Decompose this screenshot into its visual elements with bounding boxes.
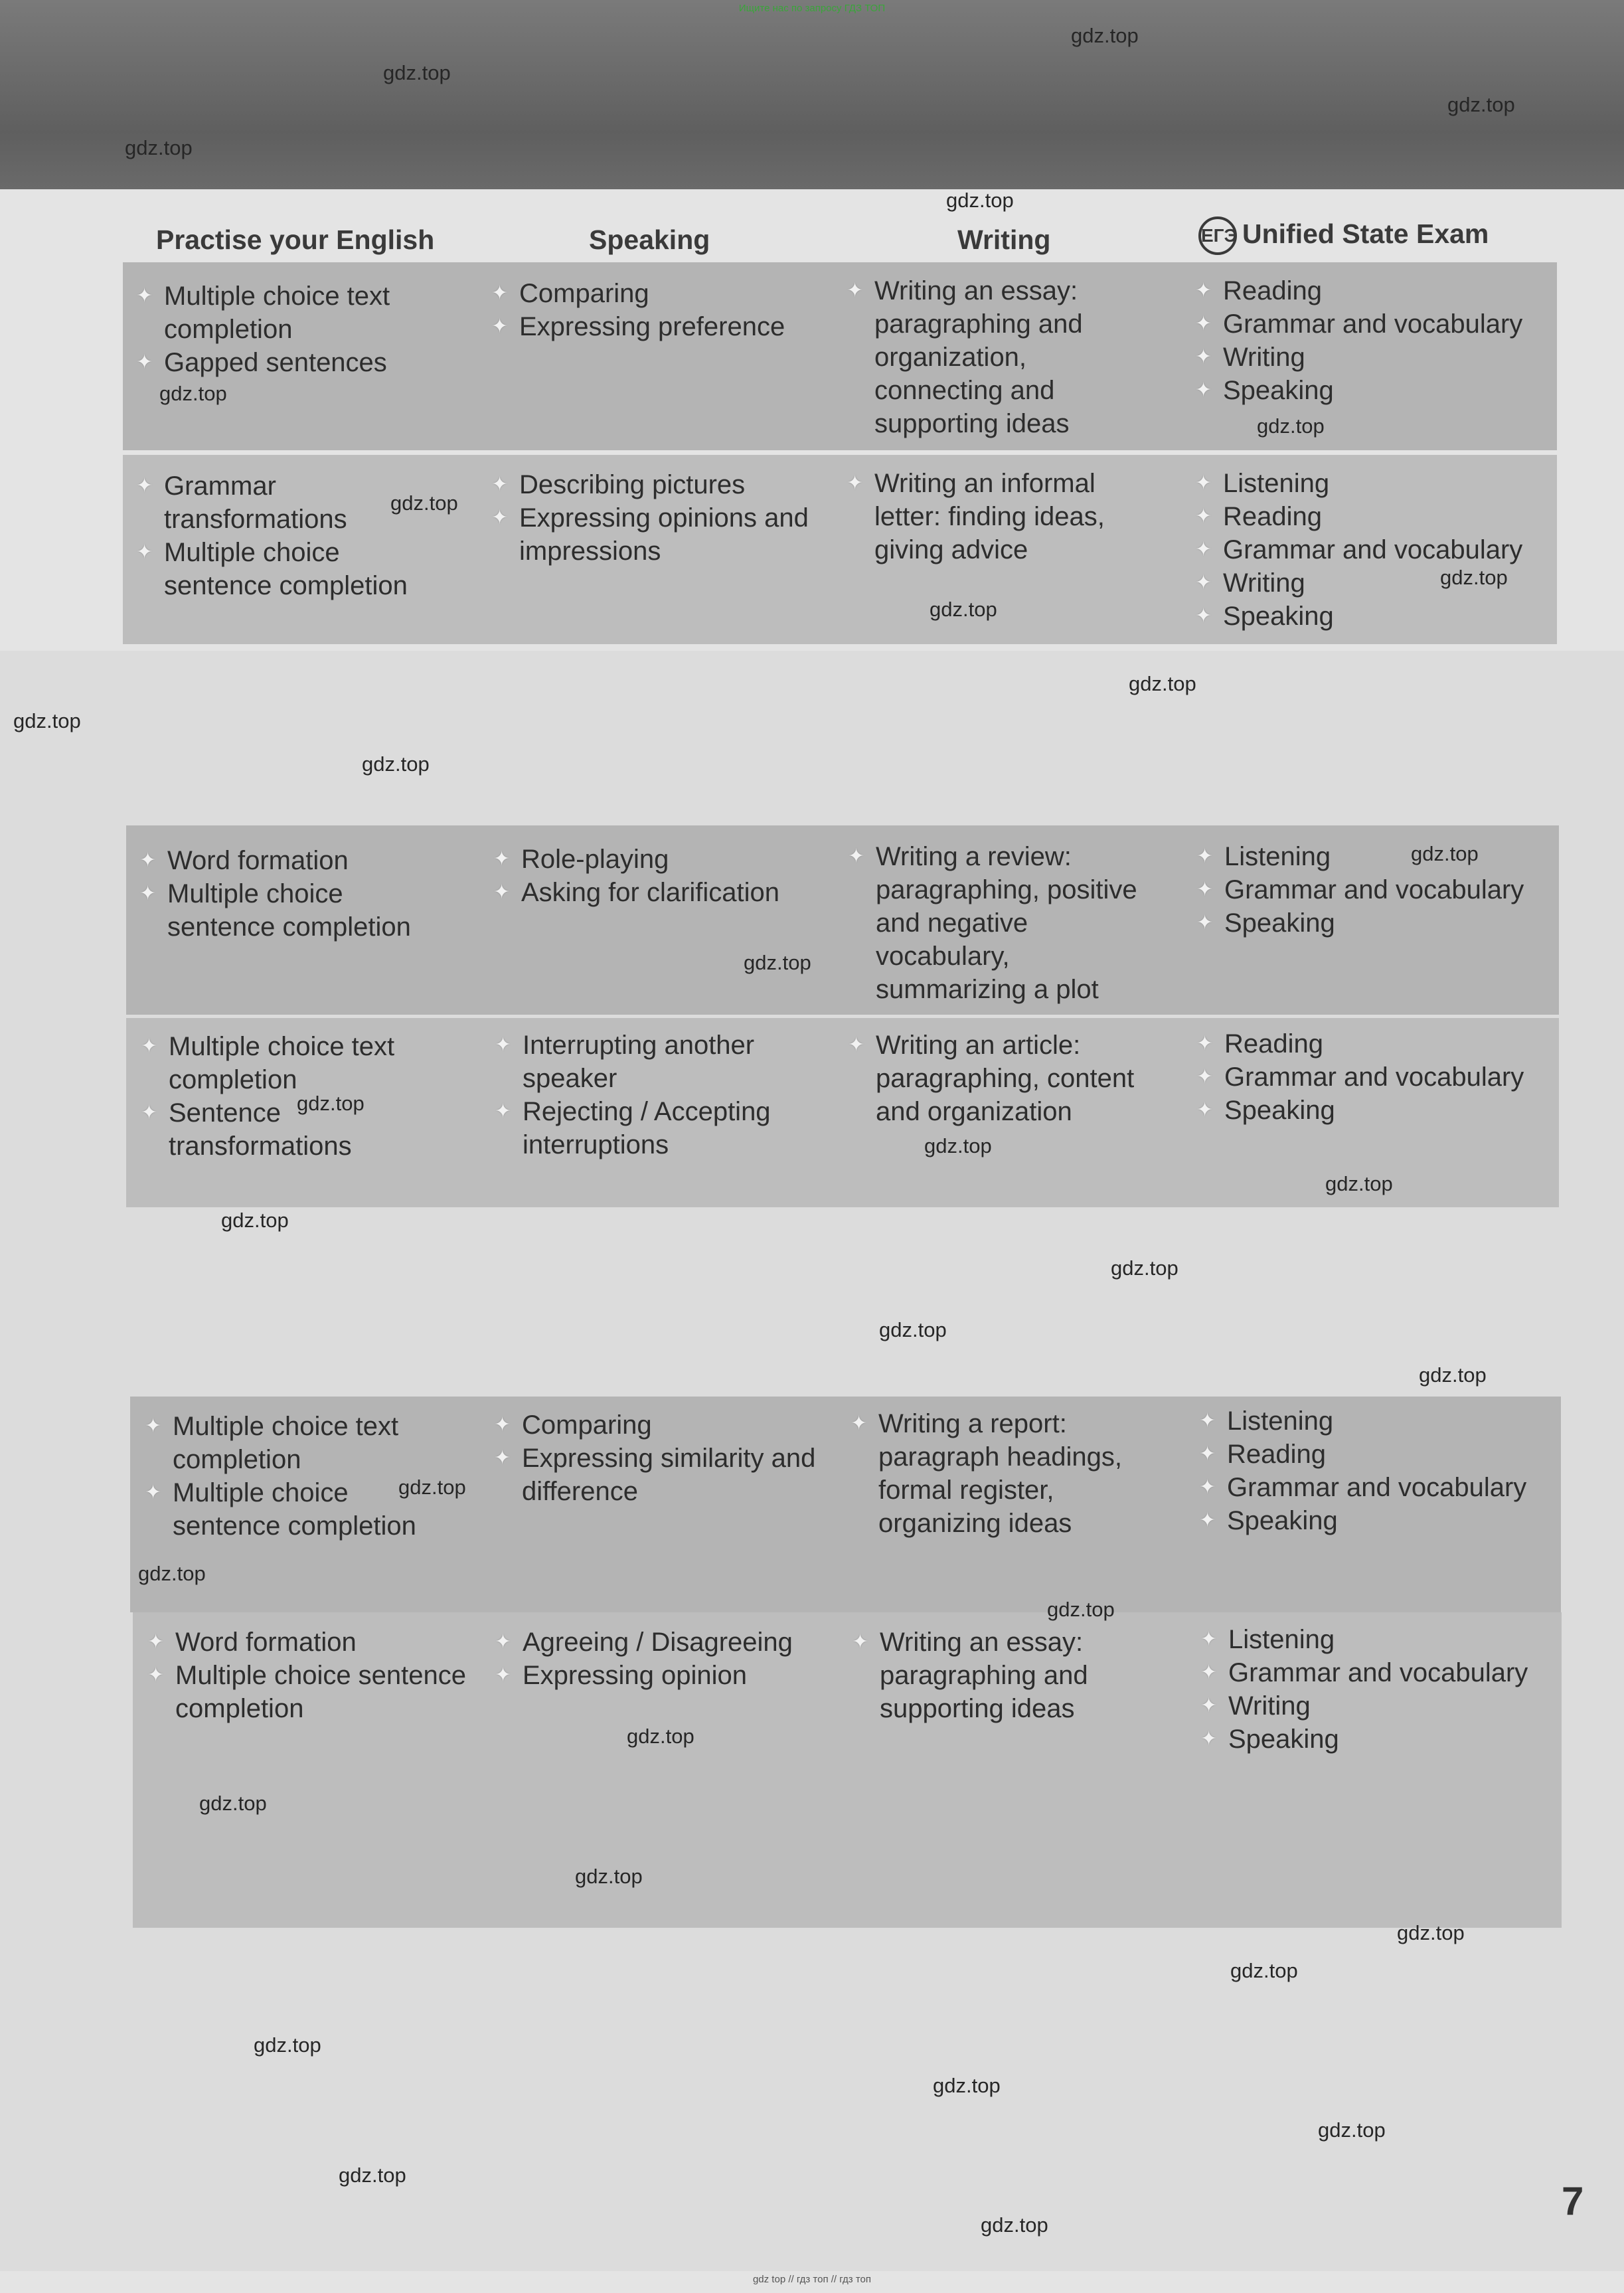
watermark: gdz.top <box>879 1318 947 1341</box>
list-item: ✦ Writing a report: paragraph headings, formal register, organizing ideas <box>851 1407 1163 1540</box>
writing-cell <box>848 1029 1160 1128</box>
watermark: gdz.top <box>138 1562 206 1585</box>
top-note: Ищите нас по запросу ГДЗ ТОП <box>738 3 886 14</box>
list-item: ✦ Reading <box>1196 1027 1555 1061</box>
unit-row-1 <box>123 262 1557 450</box>
watermark: gdz.top <box>575 1865 643 1888</box>
exam-cell <box>1196 840 1555 940</box>
exam-cell <box>1195 274 1554 407</box>
list-item: ✦ Multiple choice sentence completion <box>136 536 448 602</box>
list-item: ✦ Multiple choice text completion <box>145 1410 457 1476</box>
watermark: gdz.top <box>1318 2118 1386 2142</box>
list-item: ✦ Word formation <box>147 1626 493 1659</box>
watermark: gdz.top <box>1047 1598 1115 1621</box>
list-item: ✦ Interrupting another speaker <box>495 1029 807 1095</box>
list-item: ✦ Rejecting / Accepting interruptions <box>495 1095 807 1161</box>
list-item: ✦ Reading <box>1195 500 1554 533</box>
list-item: ✦ Agreeing / Disagreeing <box>495 1626 827 1659</box>
list-item: ✦ Role-playing <box>493 843 825 876</box>
list-item: ✦ Grammar and vocabulary <box>1199 1471 1561 1504</box>
list-item: ✦ Gapped sentences <box>136 346 468 379</box>
speaking-cell <box>491 277 823 343</box>
unit-row-6 <box>133 1612 1562 1928</box>
list-item: ✦ Listening <box>1196 840 1555 873</box>
watermark: gdz.top <box>930 598 997 621</box>
watermark: gdz.top <box>981 2213 1048 2237</box>
list-item: ✦ Listening <box>1195 467 1554 500</box>
header-writing: Writing <box>957 224 1051 255</box>
header-exam <box>1198 216 1489 255</box>
list-item: ✦ Speaking <box>1199 1504 1561 1537</box>
header-exam-label: Unified State Exam <box>1242 218 1489 249</box>
watermark: gdz.top <box>946 189 1014 212</box>
list-item: ✦ Multiple choice text completion <box>141 1030 453 1096</box>
watermark: gdz.top <box>1071 24 1139 47</box>
list-item: ✦ Word formation <box>139 844 451 877</box>
list-item: ✦ Asking for clarification <box>493 876 825 909</box>
watermark: gdz.top <box>1257 414 1325 438</box>
unit-row-5 <box>130 1397 1561 1612</box>
watermark: gdz.top <box>159 382 227 405</box>
list-item: ✦ Grammar and vocabulary <box>1196 873 1555 906</box>
watermark: gdz.top <box>339 2164 406 2187</box>
list-item: ✦ Expressing opinion <box>495 1659 827 1692</box>
list-item: ✦ Sentence transformations <box>141 1096 453 1163</box>
list-item: ✦ Grammar and vocabulary <box>1195 307 1554 341</box>
list-item: ✦ Writing an essay: paragraphing and organization, connecting and supporting ideas <box>847 274 1159 440</box>
header-speaking: Speaking <box>589 224 710 255</box>
page-header-band <box>0 0 1624 189</box>
unit-row-2 <box>123 455 1557 644</box>
watermark: gdz.top <box>1447 93 1515 116</box>
watermark: gdz.top <box>254 2033 321 2057</box>
speaking-cell <box>495 1029 807 1161</box>
list-item: ✦ Grammar and vocabulary <box>1200 1656 1562 1689</box>
list-item: ✦ Grammar and vocabulary <box>1196 1061 1555 1094</box>
practise-cell <box>139 844 451 944</box>
watermark: gdz.top <box>1111 1256 1178 1280</box>
writing-cell <box>851 1407 1163 1540</box>
watermark: gdz.top <box>627 1725 694 1748</box>
list-item: ✦ Expressing opinions and impressions <box>491 501 810 568</box>
watermark: gdz.top <box>13 709 81 732</box>
list-item: ✦ Speaking <box>1196 906 1555 940</box>
speaking-cell <box>495 1626 827 1692</box>
watermark: gdz.top <box>221 1209 289 1232</box>
column-headers <box>123 212 1557 266</box>
watermark: gdz.top <box>744 951 811 974</box>
page-number: 7 <box>1562 2179 1584 2223</box>
watermark: gdz.top <box>362 752 430 776</box>
list-item: ✦ Writing <box>1200 1689 1562 1723</box>
practise-cell <box>147 1626 493 1725</box>
list-item: ✦ Multiple choice sentence completion <box>145 1476 457 1543</box>
watermark: gdz.top <box>924 1134 992 1157</box>
practise-cell <box>136 280 468 379</box>
watermark: gdz.top <box>199 1792 267 1815</box>
list-item: ✦ Speaking <box>1195 600 1554 633</box>
list-item: ✦ Writing an informal letter: finding ideas, giving advice <box>847 467 1159 566</box>
list-item: ✦ Writing <box>1195 341 1554 374</box>
practise-cell <box>136 469 448 602</box>
exam-cell <box>1195 467 1554 633</box>
list-item: ✦ Writing a review: paragraphing, positive and negative vocabulary, summarizing a plot <box>848 840 1160 1006</box>
watermark: gdz.top <box>1419 1363 1487 1387</box>
list-item: ✦ Multiple choice text completion <box>136 280 468 346</box>
list-item: ✦ Reading <box>1199 1438 1561 1471</box>
header-practise: Practise your English <box>156 224 435 255</box>
watermark: gdz.top <box>383 61 451 84</box>
exam-cell <box>1199 1404 1561 1537</box>
speaking-cell <box>491 468 810 568</box>
watermark: gdz.top <box>1325 1172 1393 1195</box>
watermark: gdz.top <box>1230 1959 1298 1982</box>
watermark: gdz.top <box>390 491 458 515</box>
list-item: ✦ Listening <box>1199 1404 1561 1438</box>
list-item: ✦ Writing an article: paragraphing, content and organization <box>848 1029 1160 1128</box>
watermark: gdz.top <box>933 2074 1001 2097</box>
writing-cell <box>852 1626 1151 1725</box>
watermark: gdz.top <box>1411 842 1479 865</box>
list-item: ✦ Reading <box>1195 274 1554 307</box>
list-item: ✦ Describing pictures <box>491 468 810 501</box>
list-item: ✦ Speaking <box>1200 1723 1562 1756</box>
watermark: gdz.top <box>398 1476 466 1499</box>
list-item: ✦ Multiple choice sentence completion <box>139 877 451 944</box>
list-item: ✦ Expressing similarity and difference <box>494 1442 819 1508</box>
bottom-note: gdz top // гдз топ // гдз топ <box>752 2274 872 2285</box>
watermark: gdz.top <box>297 1092 365 1115</box>
list-item: ✦ Comparing <box>494 1408 819 1442</box>
list-item: ✦ Comparing <box>491 277 823 310</box>
watermark: gdz.top <box>1397 1921 1465 1944</box>
watermark: gdz.top <box>1440 566 1508 589</box>
list-item: ✦ Writing <box>1195 566 1554 600</box>
list-item: ✦ Grammar transformations <box>136 469 448 536</box>
list-item: ✦ Expressing preference <box>491 310 823 343</box>
exam-cell <box>1196 1027 1555 1127</box>
watermark: gdz.top <box>1129 672 1196 695</box>
unit-row-3 <box>126 825 1559 1015</box>
list-item: ✦ Grammar and vocabulary <box>1195 533 1554 566</box>
writing-cell <box>847 467 1159 566</box>
writing-cell <box>848 840 1160 1006</box>
list-item: ✦ Multiple choice sentence completion <box>147 1659 493 1725</box>
speaking-cell <box>494 1408 819 1508</box>
writing-cell <box>847 274 1159 440</box>
list-item: ✦ Listening <box>1200 1623 1562 1656</box>
list-item: ✦ Speaking <box>1195 374 1554 407</box>
list-item: ✦ Writing an essay: paragraphing and supporting ideas <box>852 1626 1151 1725</box>
speaking-cell <box>493 843 825 909</box>
list-item: ✦ Speaking <box>1196 1094 1555 1127</box>
exam-logo-icon: ЕГЭ <box>1198 216 1237 255</box>
exam-cell <box>1200 1623 1562 1756</box>
watermark: gdz.top <box>125 136 193 159</box>
